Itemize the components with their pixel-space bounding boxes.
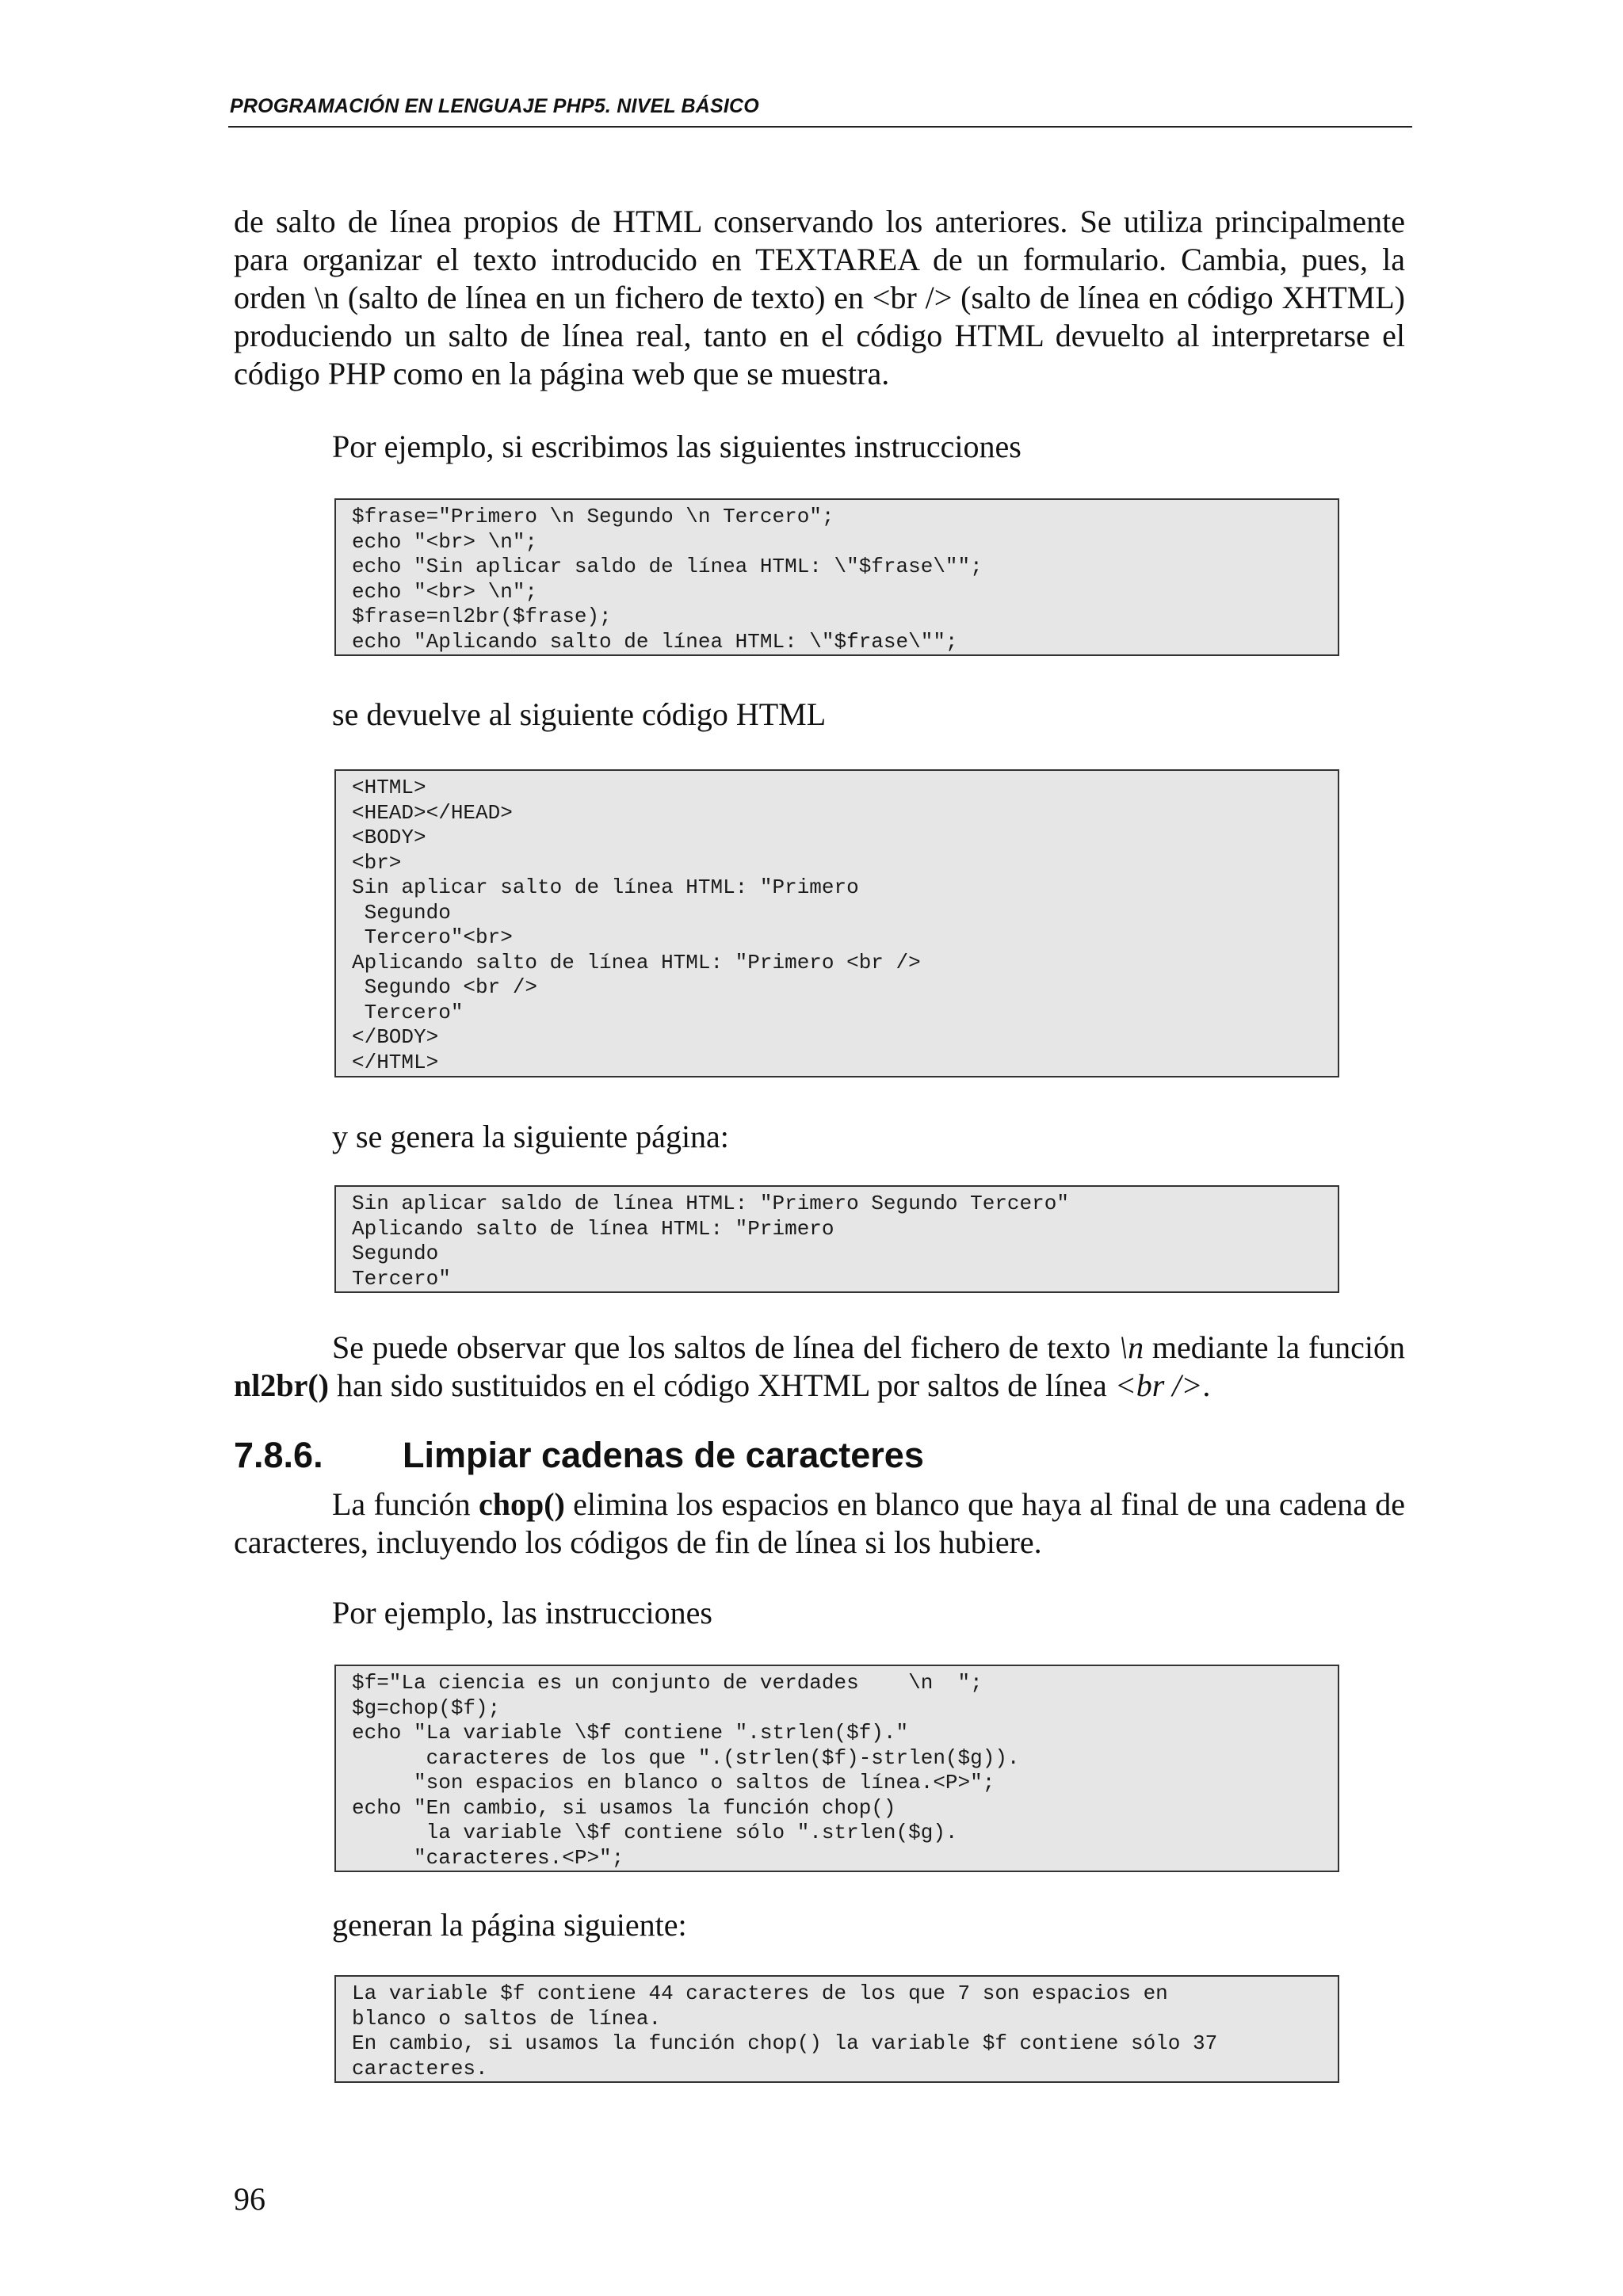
code-block-php-nl2br bbox=[334, 498, 1339, 656]
code-block-chop-output bbox=[334, 1975, 1339, 2083]
example2-label: Por ejemplo, las instrucciones bbox=[332, 1595, 712, 1630]
code-line: Sin aplicar salto de línea HTML: "Primero bbox=[352, 875, 859, 899]
code-line: <BODY> bbox=[352, 826, 426, 849]
code-line: caracteres de los que ".(strlen($f)-strlen($g)). bbox=[352, 1745, 1020, 1770]
chop-func: chop() bbox=[478, 1486, 565, 1522]
code-line: </HTML> bbox=[352, 1050, 439, 1074]
chop-text-2: elimina los espacios en blanco que haya al final de una cadena de caracteres, incluyendo los códigos de fin de línea si los hubiere. bbox=[234, 1486, 1406, 1560]
intro-paragraph bbox=[234, 203, 1405, 393]
code-line: $frase="Primero \n Segundo \n Tercero"; bbox=[352, 505, 834, 528]
code-line: $g=chop($f); bbox=[352, 1695, 501, 1720]
code-line: <br> bbox=[352, 850, 402, 875]
code-line: Aplicando salto de línea HTML: "Primero bbox=[352, 1216, 834, 1241]
code-line: blanco o saltos de línea. bbox=[352, 2006, 662, 2031]
html-output-label: se devuelve al siguiente código HTML bbox=[332, 696, 827, 732]
code-line: Tercero" bbox=[352, 1266, 451, 1291]
code-line: Tercero" bbox=[352, 1000, 464, 1024]
code-block-page-output bbox=[334, 1185, 1339, 1293]
code-line: echo "<br> \n"; bbox=[352, 579, 538, 604]
result2-label: generan la página siguiente: bbox=[332, 1907, 687, 1943]
code-line: Segundo <br /> bbox=[352, 975, 538, 999]
chop-paragraph bbox=[234, 1486, 1405, 1562]
code-line: la variable \$f contiene sólo ".strlen($g). bbox=[352, 1821, 958, 1844]
section-title: Limpiar cadenas de caracteres bbox=[403, 1435, 924, 1475]
code-line: La variable $f contiene 44 caracteres de los que 7 son espacios en bbox=[352, 1981, 1168, 2005]
code-line: "son espacios en blanco o saltos de línea.<P>"; bbox=[352, 1771, 995, 1794]
observation-text-2: mediante la función bbox=[1144, 1329, 1406, 1365]
page-number: 96 bbox=[234, 2181, 265, 2217]
code-line: Segundo bbox=[352, 1241, 439, 1265]
observation-func: nl2br() bbox=[234, 1367, 329, 1403]
chop-text-1: La función bbox=[332, 1486, 479, 1522]
code-line: Sin aplicar saldo de línea HTML: "Primero Segundo Tercero" bbox=[352, 1192, 1069, 1215]
code-line: "caracteres.<P>"; bbox=[352, 1845, 624, 1870]
code-block-html-output bbox=[334, 769, 1339, 1077]
code-line: Aplicando salto de línea HTML: "Primero <br /> bbox=[352, 950, 921, 974]
intro-text: de salto de línea propios de HTML conservando los anteriores. Se utiliza principalmente para organizar el texto introducido en TEXTAREA de un formulario. Cambia, pues, la orden \n (salto de línea en un fichero de texto) en <br /> (salto de línea en código XHTML) produciendo un salto de línea real, tanto en el código HTML devuelto al interpretarse el código PHP como en la página web que se muestra. bbox=[234, 204, 1405, 391]
section-number: 7.8.6. bbox=[234, 1435, 323, 1475]
code-line: $f="La ciencia es un conjunto de verdades \n "; bbox=[352, 1671, 983, 1695]
page-output-label: y se genera la siguiente página: bbox=[332, 1119, 729, 1154]
code-line: $frase=nl2br($frase); bbox=[352, 605, 612, 628]
code-line: echo "Aplicando salto de línea HTML: \"$frase\""; bbox=[352, 629, 958, 654]
code-line: echo "La variable \$f contiene ".strlen($f)." bbox=[352, 1721, 909, 1745]
observation-text-3: han sido sustituidos en el código XHTML por saltos de línea bbox=[329, 1367, 1115, 1403]
code-line: <HTML> bbox=[352, 776, 426, 799]
code-line: Segundo bbox=[352, 900, 451, 925]
observation-code-br: <br /> bbox=[1114, 1367, 1203, 1403]
header-divider bbox=[228, 126, 1412, 128]
observation-paragraph bbox=[234, 1329, 1405, 1405]
code-block-php-chop bbox=[334, 1665, 1339, 1872]
code-line: </BODY> bbox=[352, 1025, 439, 1049]
code-line: echo "Sin aplicar saldo de línea HTML: \"$frase\""; bbox=[352, 555, 983, 578]
code-line: echo "<br> \n"; bbox=[352, 529, 538, 554]
observation-text-4: . bbox=[1202, 1367, 1211, 1403]
observation-code-n: \n bbox=[1119, 1329, 1144, 1365]
code-line: <HEAD></HEAD> bbox=[352, 800, 513, 825]
running-header: PROGRAMACIÓN EN LENGUAJE PHP5. NIVEL BÁSICO bbox=[230, 95, 759, 117]
observation-text-1: Se puede observar que los saltos de línea del fichero de texto bbox=[332, 1329, 1119, 1365]
code-line: Tercero"<br> bbox=[352, 925, 513, 949]
code-line: caracteres. bbox=[352, 2056, 488, 2081]
example1-label: Por ejemplo, si escribimos las siguientes instrucciones bbox=[332, 429, 1022, 464]
code-line: echo "En cambio, si usamos la función chop() bbox=[352, 1795, 896, 1820]
code-line: En cambio, si usamos la función chop() la variable $f contiene sólo 37 bbox=[352, 2031, 1218, 2055]
